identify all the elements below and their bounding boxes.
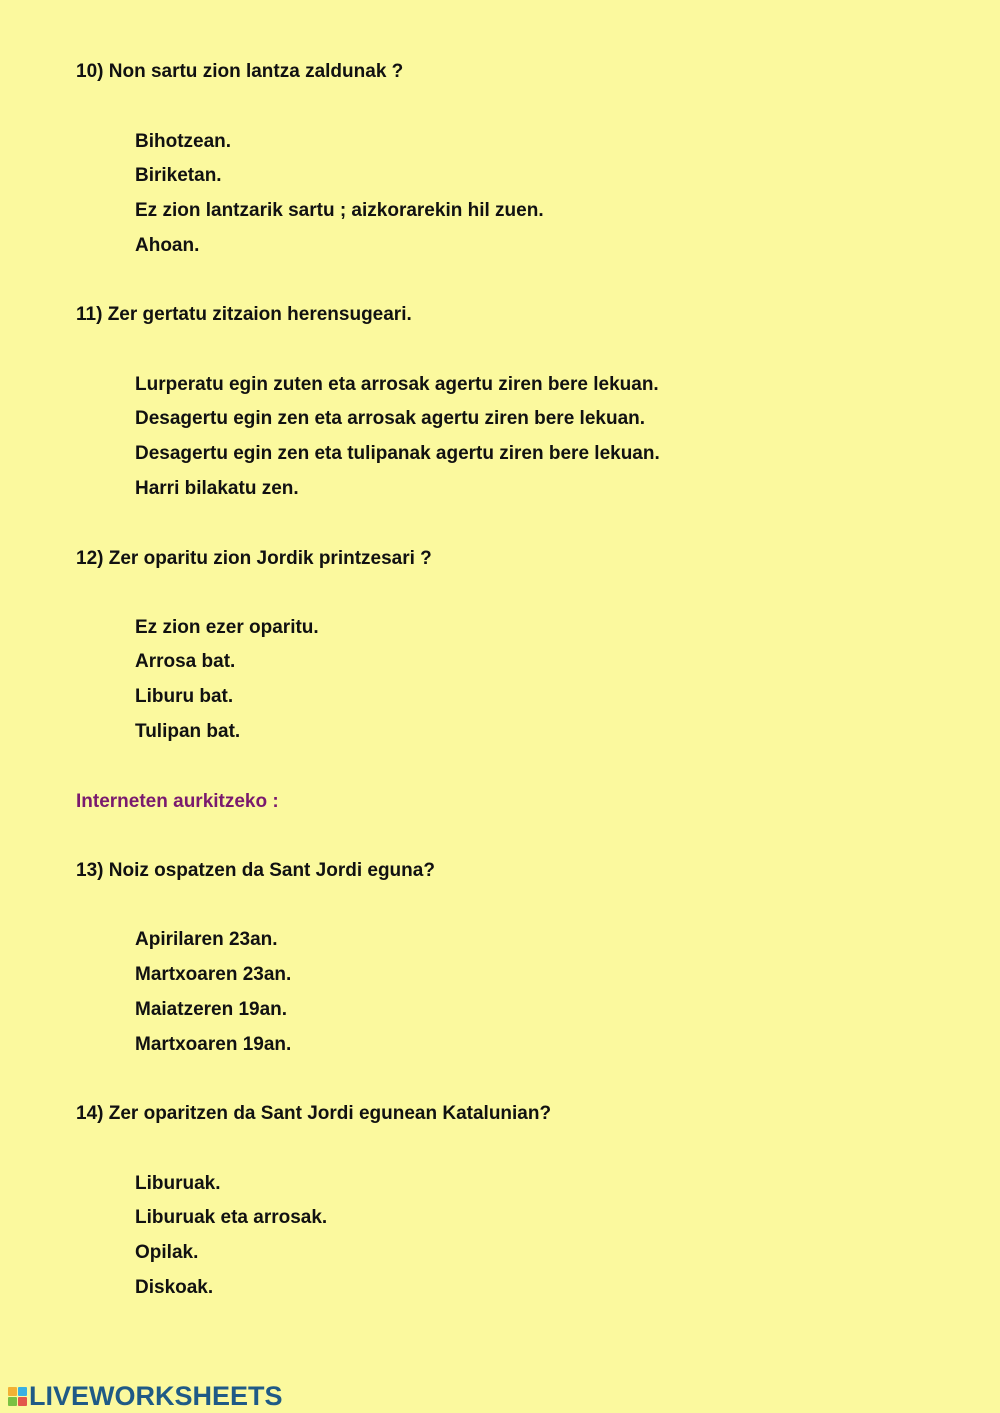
answer-option[interactable]: Bihotzean. (135, 131, 232, 152)
answer-option[interactable]: Ahoan. (135, 235, 200, 256)
answer-option[interactable]: Apirilaren 23an. (135, 929, 278, 950)
logo-text: LIVEWORKSHEETS (29, 1380, 283, 1411)
answer-option[interactable]: Martxoaren 19an. (135, 1034, 292, 1055)
question-title: 13) Noiz ospatzen da Sant Jordi eguna? (76, 860, 435, 881)
question-title: 10) Non sartu zion lantza zaldunak ? (76, 61, 404, 82)
answer-option[interactable]: Liburuak. (135, 1173, 221, 1194)
logo-block (8, 1397, 17, 1406)
logo-block (18, 1397, 27, 1406)
answer-option[interactable]: Ez zion ezer oparitu. (135, 617, 319, 638)
answer-option[interactable]: Diskoak. (135, 1277, 214, 1298)
answer-option[interactable]: Harri bilakatu zen. (135, 478, 299, 499)
section-heading: Interneten aurkitzeko : (76, 791, 279, 812)
answer-option[interactable]: Arrosa bat. (135, 651, 236, 672)
answer-option[interactable]: Desagertu egin zen eta tulipanak agertu ziren bere lekuan. (135, 443, 660, 464)
logo-block (18, 1387, 27, 1396)
question-title: 14) Zer oparitzen da Sant Jordi egunean Katalunian? (76, 1103, 552, 1124)
answer-option[interactable]: Martxoaren 23an. (135, 964, 292, 985)
answer-option[interactable]: Opilak. (135, 1242, 199, 1263)
liveworksheets-logo[interactable] (8, 1380, 283, 1412)
answer-option[interactable]: Biriketan. (135, 165, 222, 186)
question-title: 12) Zer oparitu zion Jordik printzesari ? (76, 548, 432, 569)
answer-option[interactable]: Ez zion lantzarik sartu ; aizkorarekin hil zuen. (135, 200, 544, 221)
logo-blocks-icon (8, 1387, 27, 1406)
answer-option[interactable]: Liburuak eta arrosak. (135, 1207, 328, 1228)
answer-option[interactable]: Desagertu egin zen eta arrosak agertu ziren bere lekuan. (135, 408, 646, 429)
question-title: 11) Zer gertatu zitzaion herensugeari. (76, 304, 412, 325)
answer-option[interactable]: Lurperatu egin zuten eta arrosak agertu ziren bere lekuan. (135, 374, 659, 395)
answer-option[interactable]: Maiatzeren 19an. (135, 999, 288, 1020)
answer-option[interactable]: Tulipan bat. (135, 721, 241, 742)
answer-option[interactable]: Liburu bat. (135, 686, 234, 707)
logo-block (8, 1387, 17, 1396)
